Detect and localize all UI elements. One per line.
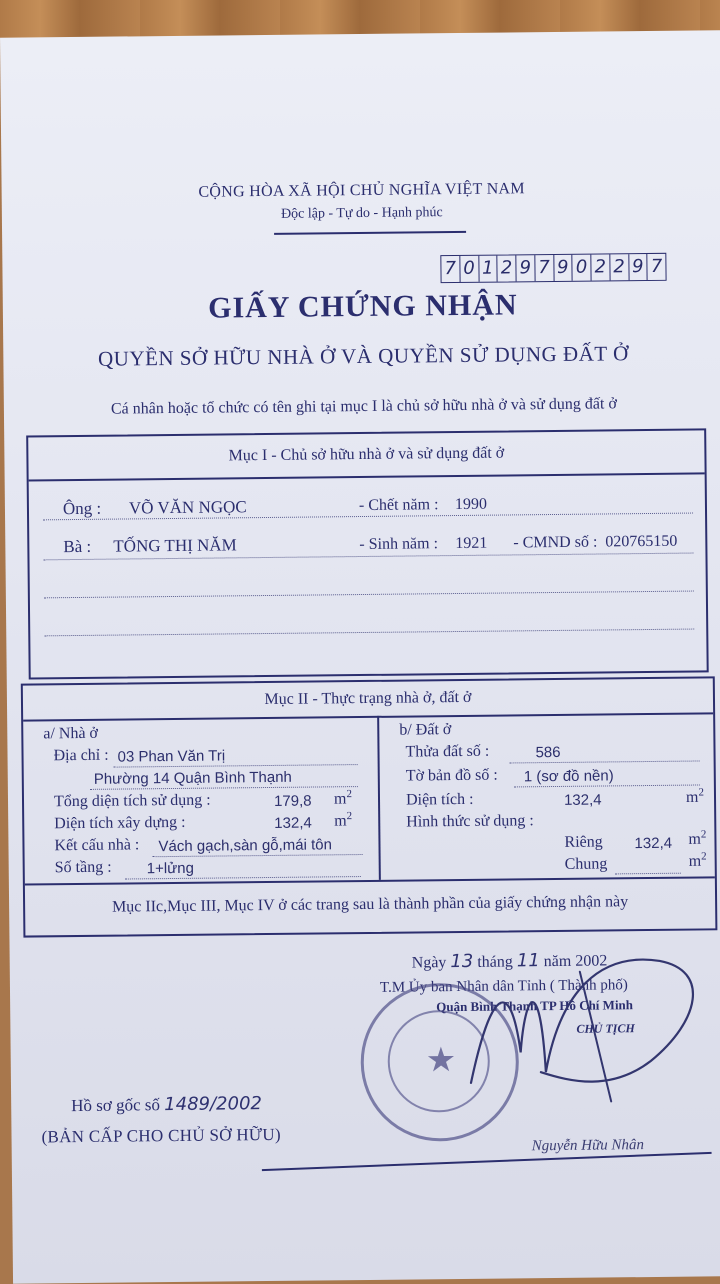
- section-2-divider: [23, 712, 713, 721]
- owner-2-prefix: Bà :: [63, 536, 92, 557]
- handwritten-signature: [449, 930, 711, 1113]
- issue-month: 11: [516, 950, 540, 972]
- section-2-footer-note: Mục IIc,Mục III, Mục IV ở các trang sau là thành phần của giấy chứng nhận này: [111, 893, 629, 916]
- floors-label: Số tầng :: [54, 858, 112, 877]
- land-heading: b/ Đất ở: [399, 721, 452, 739]
- signature-underline: [262, 1152, 712, 1171]
- dotted-line: [44, 629, 694, 637]
- section-1-divider: [29, 472, 705, 481]
- built-area-unit: $m^2$: [334, 810, 353, 830]
- issue-year: 2002: [575, 952, 608, 970]
- owner-2-name: TỐNG THỊ NĂM: [113, 535, 237, 556]
- usage-label: Hình thức sử dụng :: [406, 812, 534, 831]
- shared-label: Chung: [564, 855, 608, 873]
- issue-date-line: Ngày 13 tháng 11 năm 2002: [411, 950, 608, 973]
- plot-label: Thửa đất số :: [405, 742, 490, 761]
- owner-1-death-label: - Chết năm :: [358, 496, 439, 515]
- house-address-label: Địa chỉ :: [53, 746, 109, 765]
- issue-day: 13: [450, 950, 474, 973]
- serial-digit: 9: [554, 255, 573, 281]
- private-area-unit: $m^2$: [688, 828, 707, 848]
- file-number: 1489/2002: [164, 1093, 263, 1116]
- chairman-title: CHỦ TỊCH: [576, 1021, 635, 1036]
- house-heading: a/ Nhà ở: [43, 724, 99, 743]
- copy-note: (BẢN CẤP CHO CHỦ SỞ HỮU): [41, 1124, 281, 1147]
- national-motto: Độc lập - Tự do - Hạnh phúc: [280, 205, 443, 222]
- house-address-line-1: 03 Phan Văn Trị: [117, 747, 226, 766]
- authority-line-1: T.M Ủy ban Nhân dân Tỉnh ( Thành phố): [379, 977, 628, 996]
- structure-value: Vách gạch,sàn gỗ,mái tôn: [158, 836, 333, 856]
- owner-2-birth-year: 1921: [455, 534, 488, 553]
- built-area-value: 132,4: [274, 814, 312, 832]
- section-2-title: Mục II - Thực trạng nhà ở, đất ở: [264, 688, 472, 709]
- serial-digit: 1: [479, 256, 498, 282]
- shared-area-unit: $m^2$: [688, 850, 707, 870]
- section-1-frame: [26, 428, 709, 679]
- authority-line-2: Quận Bình Thạnh TP Hồ Chí Minh: [436, 997, 634, 1015]
- serial-digit: 2: [610, 254, 629, 280]
- serial-digit: 9: [629, 254, 648, 280]
- national-title: CỘNG HÒA XÃ HỘI CHỦ NGHĨA VIỆT NAM: [198, 180, 525, 201]
- certificate-page: [0, 30, 720, 1283]
- total-area-unit: $m^2$: [333, 788, 352, 808]
- certificate-intro: Cá nhân hoặc tổ chức có tên ghi tại mục I là chủ sở hữu nhà ở và sử dụng đất ở: [110, 395, 617, 418]
- land-area-label: Diện tích :: [405, 790, 474, 809]
- owner-1-name: VÕ VĂN NGỌC: [128, 497, 247, 518]
- private-area-value: 132,4: [634, 834, 673, 853]
- signer-name: Nguyễn Hữu Nhân: [531, 1137, 645, 1155]
- file-number-line: Hồ sơ gốc số 1489/2002: [71, 1093, 263, 1116]
- serial-digit: 2: [591, 254, 610, 280]
- certificate-subtitle: QUYỀN SỞ HỮU NHÀ Ở VÀ QUYỀN SỬ DỤNG ĐẤT Ở: [97, 341, 629, 371]
- section-1-title: Mục I - Chủ sở hữu nhà ở và sử dụng đất ở: [228, 444, 505, 465]
- section-2-frame: [21, 676, 718, 937]
- motto-underline: [274, 231, 466, 235]
- owner-2-id-number: 020765150: [605, 532, 678, 551]
- serial-digit: 0: [460, 256, 479, 282]
- certificate-title: GIẤY CHỨNG NHẬN: [207, 288, 518, 325]
- owner-1-prefix: Ông :: [62, 498, 102, 519]
- serial-digit: 7: [441, 256, 460, 282]
- section-2-column-divider: [377, 716, 380, 880]
- floors-value: 1+lửng: [146, 859, 194, 878]
- total-area-label: Tổng diện tích sử dụng :: [53, 791, 211, 811]
- serial-digit: 9: [516, 255, 535, 281]
- structure-label: Kết cấu nhà :: [54, 836, 140, 855]
- dotted-line: [615, 873, 681, 875]
- dotted-line: [44, 591, 694, 599]
- house-address-line-2: Phường 14 Quận Bình Thạnh: [93, 768, 292, 788]
- total-area-value: 179,8: [273, 792, 312, 810]
- private-label: Riêng: [564, 833, 603, 851]
- map-value: 1 (sơ đồ nền): [523, 767, 614, 786]
- serial-digit: 0: [573, 255, 592, 281]
- serial-digit: 7: [650, 255, 663, 277]
- land-area-value: 132,4: [563, 791, 602, 809]
- serial-digit: 7: [535, 255, 554, 281]
- star-emblem-icon: ★: [425, 1042, 457, 1080]
- built-area-label: Diện tích xây dựng :: [54, 813, 186, 833]
- serial-number-box: [440, 253, 666, 283]
- land-area-unit: $m^2$: [685, 786, 704, 806]
- owner-2-birth-label: - Sinh năm :: [359, 535, 439, 554]
- map-label: Tờ bản đồ số :: [405, 766, 498, 785]
- owner-2-id-label: - CMND số :: [513, 533, 598, 552]
- owner-1-death-year: 1990: [454, 495, 488, 514]
- serial-digit: 2: [498, 255, 517, 281]
- plot-value: 586: [535, 743, 561, 762]
